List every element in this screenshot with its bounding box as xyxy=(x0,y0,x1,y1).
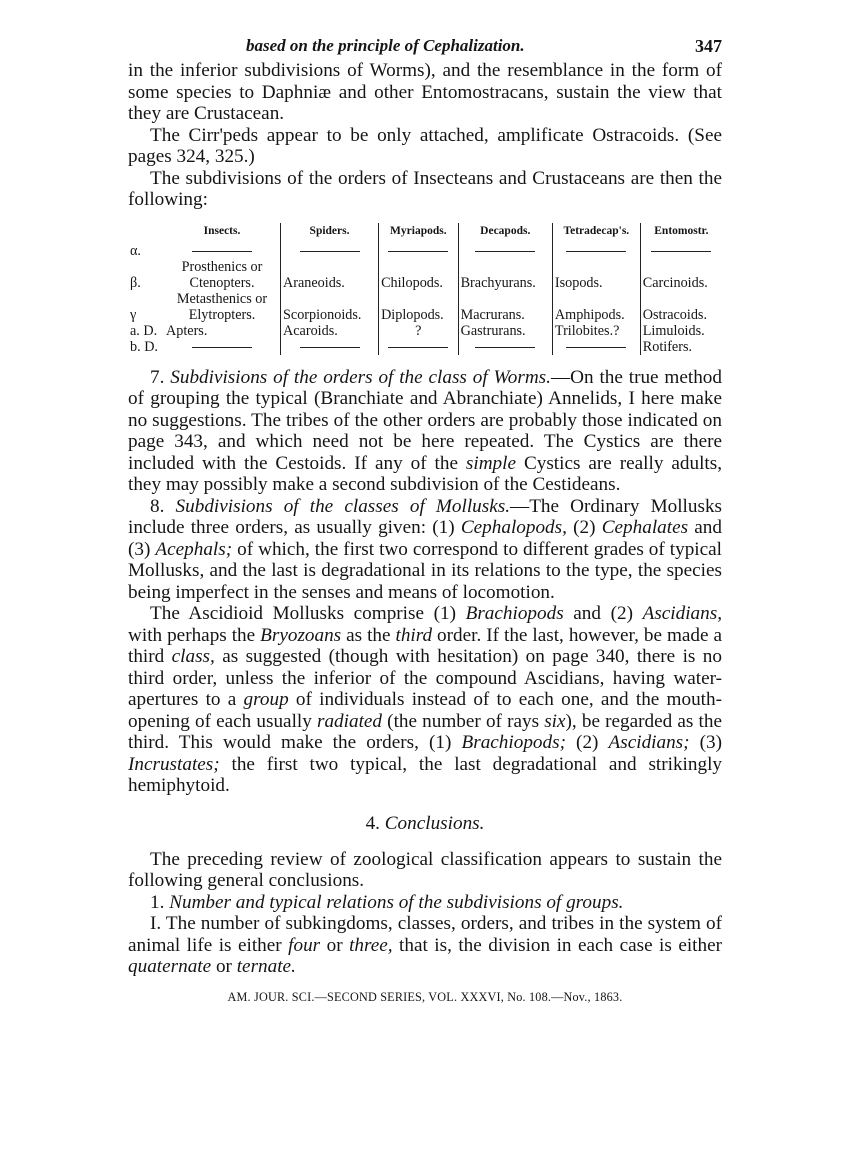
journal-citation: AM. JOUR. SCI.—SECOND SERIES, VOL. XXXVI, No. 108.—Nov., 1863. xyxy=(227,989,623,1004)
page-number: 347 xyxy=(695,36,722,56)
row-label: a. D. xyxy=(130,322,158,339)
section-text: and (2) xyxy=(563,603,643,624)
section-text: —On the true method of grouping the typical (Branchiate and Abranchiate) Annelids, I here make no suggestions. The tribes of the other orders are probably those indicated on page 343, and which need not be here repeated. The Cystics are there included with the Cestoids. If any of the xyxy=(128,366,722,474)
emphasis: ternate. xyxy=(236,956,296,977)
emphasis: Brachiopods xyxy=(465,603,564,624)
item-title: Number and typical relations of the subdivisions of groups. xyxy=(169,891,624,913)
table-cell-dash xyxy=(281,243,379,259)
section-title: Subdivisions of the orders of the class of Worms. xyxy=(170,366,551,388)
section-text: ), be regarded as the third. This would make the orders, (1) xyxy=(128,710,722,753)
section-text: (3) xyxy=(689,732,723,753)
table-cell-dash xyxy=(379,243,459,259)
table-row xyxy=(128,339,722,355)
section-text: of individuals instead of to each one, and the mouth-opening of each usually xyxy=(128,689,722,732)
section-text: as the xyxy=(341,624,396,646)
table-cell: Acaroids. xyxy=(281,323,379,339)
row-label: α. xyxy=(130,242,141,259)
table-cell-dash xyxy=(552,243,640,259)
emphasis: radiated xyxy=(317,710,383,732)
table-cell: Limuloids. xyxy=(640,323,722,339)
table-cell: Carcinoids. xyxy=(640,259,722,291)
table-cell: Scorpionoids. xyxy=(281,291,379,323)
emphasis: third xyxy=(395,624,433,646)
table-cell: Trilobites.? xyxy=(552,323,640,339)
table-cell: Chilopods. xyxy=(379,259,459,291)
table-row xyxy=(128,259,722,291)
table-cell-dash xyxy=(164,243,281,259)
emphasis: Ascidians; xyxy=(608,732,690,753)
paragraph-ascidioid xyxy=(128,603,722,797)
table-row xyxy=(128,291,722,323)
paragraph-section-8 xyxy=(128,496,722,604)
table-row xyxy=(128,243,722,259)
table-cell-dash xyxy=(458,243,552,259)
orders-table xyxy=(128,223,722,355)
row-label: b. D. xyxy=(130,338,158,355)
item-number: 1. xyxy=(150,891,165,913)
table-cell-dash xyxy=(552,339,640,355)
table-header: Insects. xyxy=(203,224,241,237)
paragraph-cirripeds: The Cirr'peds appear to be only attached, amplificate Ostracoids. (See pages 324, 325.) xyxy=(128,124,722,167)
table-header-row xyxy=(128,223,722,243)
table-header: Myriapods. xyxy=(379,223,459,243)
section-text: (2) xyxy=(566,517,602,538)
table-cell-dash xyxy=(640,243,722,259)
heading-number: 4. xyxy=(365,812,380,834)
emphasis: Incrustates; xyxy=(128,753,220,775)
section-text: The Ascidioid Mollusks comprise (1) xyxy=(150,603,466,624)
table-cell-dash xyxy=(164,339,281,355)
paragraph-continuation: in the inferior subdivisions of Worms), and the resemblance in the form of some species to Daphniæ and other Entomostracans, sustain the view that they are Crustacean. xyxy=(128,60,722,124)
section-text: (the number of rays xyxy=(382,710,545,732)
table-cell: Metasthenics or Elytropters. xyxy=(176,290,268,323)
table-cell-dash xyxy=(281,339,379,355)
section-text: as suggested (though with hesitation) on page 340, there is no third order, unless the inferior of the compound Ascidians, having water-apertures to a xyxy=(128,646,722,710)
paragraph-conclusions-intro: The preceding review of zoological classification appears to sustain the following general conclusions. xyxy=(128,848,722,891)
table-cell: ? xyxy=(379,323,459,339)
section-text: order. If the last, however, be made a third xyxy=(128,624,722,667)
table-cell: Rotifers. xyxy=(640,339,722,355)
emphasis: Bryozoans xyxy=(260,624,342,646)
emphasis: Cephalates xyxy=(601,517,689,538)
table-header: Entomostr. xyxy=(640,223,722,243)
emphasis: Cephalopods, xyxy=(460,517,567,538)
heading-title: Conclusions. xyxy=(384,812,485,834)
table-corner xyxy=(128,223,164,243)
table-cell: Araneoids. xyxy=(281,259,379,291)
table-cell: Brachyurans. xyxy=(458,259,552,291)
section-text: and (3) xyxy=(128,517,722,560)
section-text: or xyxy=(211,956,237,977)
running-head: based on the principle of Cephalization. xyxy=(246,36,525,55)
section-title: Subdivisions of the classes of Mollusks. xyxy=(175,495,510,517)
table-cell: Ostracoids. xyxy=(640,291,722,323)
paragraph-item-1 xyxy=(128,892,722,914)
table-header: Decapods. xyxy=(458,223,552,243)
row-label: γ xyxy=(130,306,137,323)
table-cell: Diplopods. xyxy=(379,291,459,323)
emphasis: Acephals; xyxy=(155,538,233,560)
table-header: Tetradecap's. xyxy=(552,223,640,243)
item-number: I. xyxy=(150,913,162,934)
section-text: The number of subkingdoms, classes, orders, and tribes in the system of animal life is either xyxy=(128,913,722,956)
row-label: β. xyxy=(130,274,141,291)
section-number: 8. xyxy=(150,495,165,517)
emphasis: three, xyxy=(349,934,393,956)
table-row xyxy=(128,323,722,339)
paragraph-subdivisions-intro: The subdivisions of the orders of Insecteans and Crustaceans are then the following: xyxy=(128,167,722,210)
table-cell: Gastrurans. xyxy=(458,323,552,339)
emphasis: Brachiopods; xyxy=(461,732,566,753)
page-header xyxy=(128,30,722,60)
emphasis: six xyxy=(544,710,566,732)
emphasis: Ascidians, xyxy=(642,603,723,624)
table-header: Spiders. xyxy=(281,223,379,243)
section-text: or xyxy=(320,934,350,956)
emphasis: quaternate xyxy=(128,956,212,977)
emphasis: four xyxy=(288,934,321,956)
paragraph-section-7 xyxy=(128,367,722,496)
table-cell: Isopods. xyxy=(552,259,640,291)
table-cell: Apters. xyxy=(166,322,208,339)
section-text: with perhaps the xyxy=(128,624,261,646)
section-heading xyxy=(128,813,722,835)
table-cell-dash xyxy=(379,339,459,355)
section-text: of which, the first two correspond to different grades of typical Mollusks, and the last is degradational in its relations to the type, the species being imperfect in the senses and means of locomotion. xyxy=(128,538,723,603)
section-number: 7. xyxy=(150,366,165,388)
section-text: the first two typical, the last degradational and strikingly hemiphytoid. xyxy=(128,753,722,796)
table-cell: Prosthenics or Ctenopters. xyxy=(181,258,263,291)
section-text: that is, the division in each case is either xyxy=(392,934,722,956)
table-cell: Macrurans. xyxy=(458,291,552,323)
emphasis: class, xyxy=(171,646,215,667)
table-cell-dash xyxy=(458,339,552,355)
section-text: Cystics are really adults, they may possibly make a second subdivision of the Cestideans. xyxy=(128,452,722,495)
section-text: —The Ordinary Mollusks include three orders, as usually given: (1) xyxy=(128,495,723,538)
paragraph-item-I xyxy=(128,913,722,978)
emphasis: group xyxy=(243,689,289,710)
section-text: (2) xyxy=(565,732,609,753)
table-cell: Amphipods. xyxy=(552,291,640,323)
emphasis: simple xyxy=(465,452,517,474)
document-page xyxy=(128,30,722,1005)
